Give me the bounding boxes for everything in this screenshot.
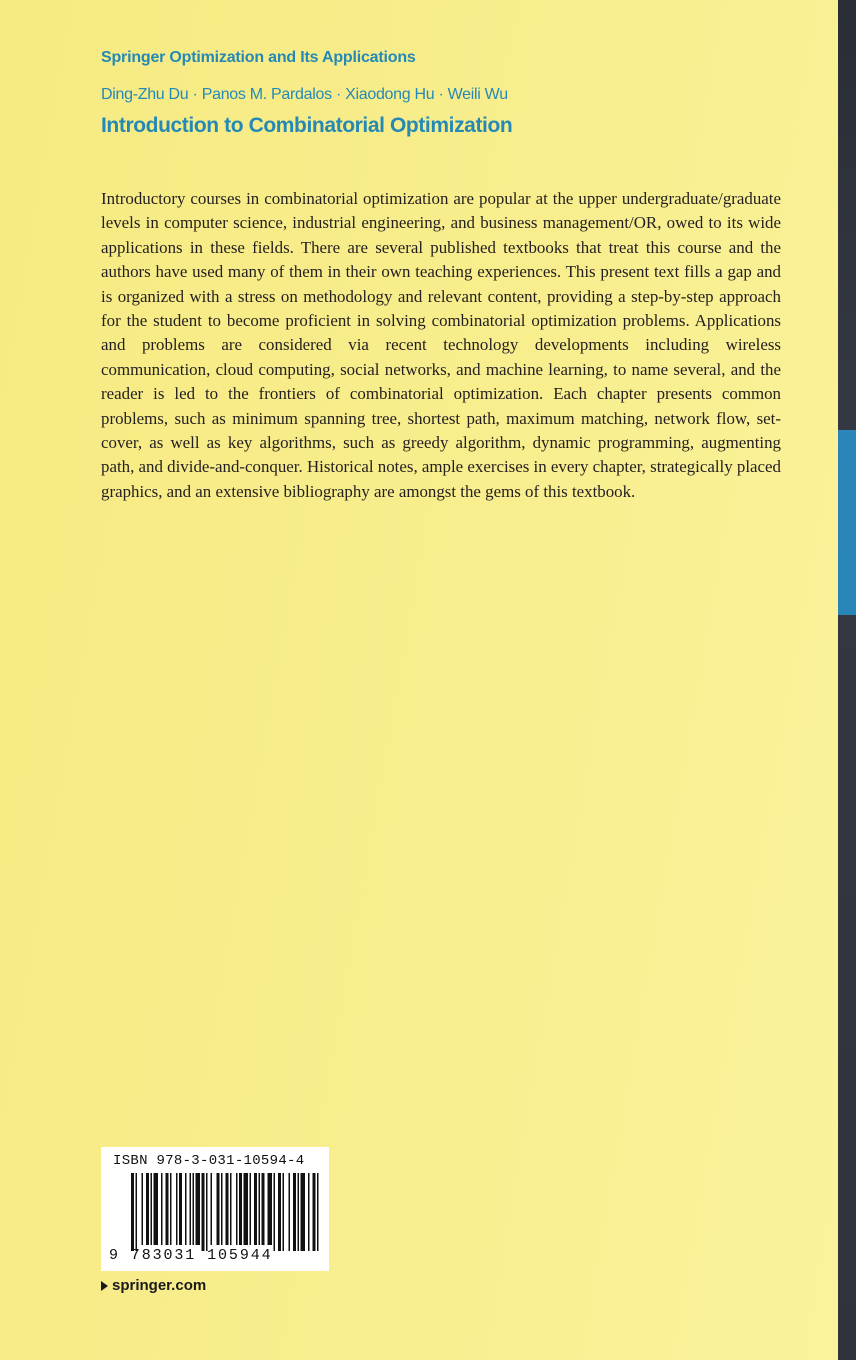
barcode-bar — [131, 1173, 134, 1251]
barcode-bar — [254, 1173, 257, 1245]
barcode-bar — [161, 1173, 163, 1245]
barcode-bars — [131, 1173, 321, 1253]
barcode-bar — [262, 1173, 265, 1245]
barcode-bar — [250, 1173, 252, 1245]
publisher-url: springer.com — [112, 1277, 207, 1294]
barcode-bar — [185, 1173, 187, 1245]
barcode-bar — [202, 1173, 205, 1251]
barcode-bar — [230, 1173, 232, 1245]
barcode-bar — [226, 1173, 229, 1245]
barcode-bar — [176, 1173, 178, 1245]
barcode-bar — [236, 1173, 238, 1245]
barcode-bar — [142, 1173, 144, 1245]
barcode-bar — [154, 1173, 159, 1245]
barcode-bar — [136, 1173, 138, 1251]
barcode-bar — [278, 1173, 281, 1251]
series-name: Springer Optimization and Its Applications — [101, 49, 416, 66]
barcode-bar — [274, 1173, 276, 1251]
barcode-bar — [221, 1173, 223, 1245]
spine-accent-band — [838, 430, 856, 615]
arrow-right-icon — [101, 1281, 108, 1291]
barcode-digits: 9 783031 105944 — [109, 1247, 273, 1264]
barcode-bar — [196, 1173, 201, 1245]
barcode-bar — [268, 1173, 273, 1245]
barcode-bar — [301, 1173, 306, 1251]
spine-edge — [838, 0, 856, 1360]
barcode-bar — [146, 1173, 149, 1245]
barcode-bar — [166, 1173, 169, 1245]
barcode-bar — [193, 1173, 195, 1245]
book-description: Introductory courses in combinatorial optimization are popular at the upper undergraduate/graduate levels in computer science, industrial engineering, and business management/OR, owed to its wide applications in these fields. There are several published textbooks that treat this course and the authors have used many of them in their own teaching experiences. This present text fills a gap and is organized with a stress on methodology and relevant content, providing a step-by-step approach for the student to become proficient in solving combinatorial optimization problems. Applications and problems are considered via recent technology developments including wireless communication, cloud computing, social networks, and machine learning, to name several, and the reader is led to the frontiers of combinatorial optimization. Each chapter presents common problems, such as minimum spanning tree, shortest path, maximum matching, network flow, set-cover, as well as key algorithms, such as greedy algorithm, dynamic programming, augmenting path, and divide-and-conquer. Historical notes, ample exercises in every chapter, strategically placed graphics, and an extensive bibliography are amongst the gems of this textbook. — [101, 189, 781, 501]
barcode-bar — [179, 1173, 182, 1245]
barcode-bar — [211, 1173, 213, 1245]
barcode-bar — [293, 1173, 296, 1251]
barcode-bar — [283, 1173, 285, 1251]
barcode-bar — [317, 1173, 319, 1251]
book-title: Introduction to Combinatorial Optimization — [101, 114, 513, 137]
barcode-bar — [190, 1173, 192, 1245]
isbn-label: ISBN 978-3-031-10594-4 — [113, 1153, 305, 1169]
barcode-bar — [206, 1173, 208, 1251]
publisher-link[interactable] — [101, 1277, 206, 1294]
barcode-bar — [259, 1173, 261, 1245]
barcode-bar — [244, 1173, 249, 1245]
author-list: Ding-Zhu Du · Panos M. Pardalos · Xiaodong Hu · Weili Wu — [101, 86, 508, 103]
barcode-bar — [308, 1173, 310, 1251]
barcode-bar — [151, 1173, 153, 1245]
barcode-bar — [170, 1173, 172, 1245]
barcode-bar — [313, 1173, 316, 1251]
barcode-bar — [289, 1173, 291, 1251]
barcode-bar — [217, 1173, 220, 1245]
barcode-bar — [298, 1173, 300, 1251]
barcode-bar — [239, 1173, 242, 1245]
isbn-barcode — [101, 1147, 329, 1271]
